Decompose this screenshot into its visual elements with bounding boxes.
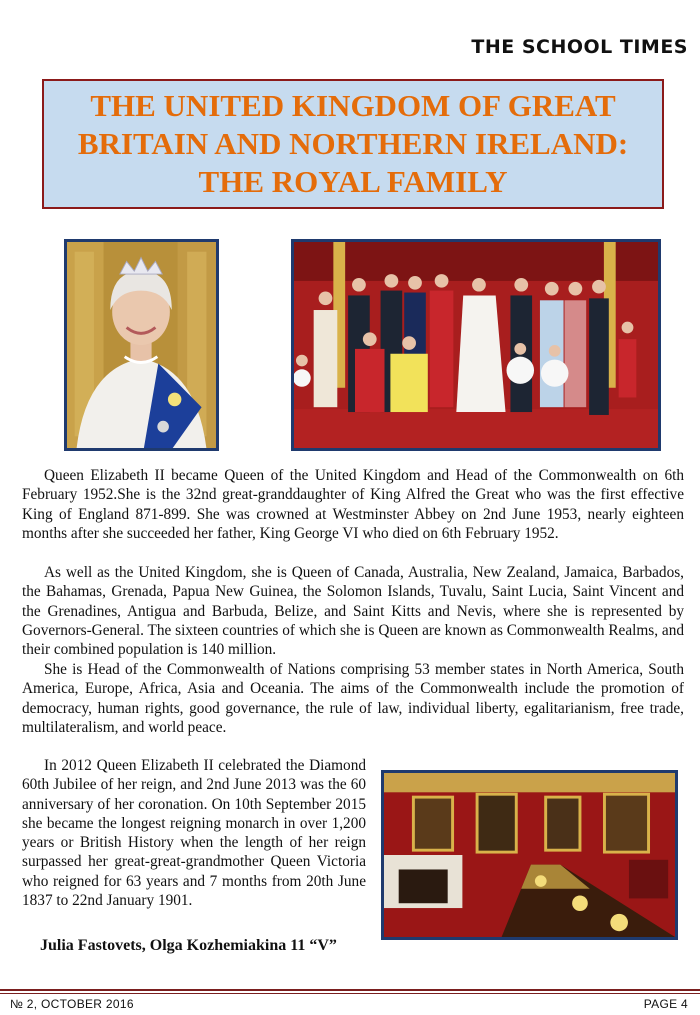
- paragraph-1: Queen Elizabeth II became Queen of the United Kingdom and Head of the Commonwealth on 6th February 1952.She is the 32nd great-granddaughter of King Alfred the Great who was the first effective King of England 871-899. She was crowned at Westminster Abbey on 2nd June 1953, nearly eighteen months after she succeeded her father, King George VI who died on 6th February 1952.: [22, 467, 684, 542]
- author-signature: Julia Fastovets, Olga Kozhemiakina 11 “V”: [40, 937, 337, 954]
- palace-interior-photo: [381, 770, 678, 940]
- paragraph-4: In 2012 Queen Elizabeth II celebrated the Diamond 60th Jubilee of her reign, and 2nd June 2013 was the 60 anniversary of her coronation. On 10th September 2015 she became the longest reigning monarch in over 1,200 years or British History when the length of her reign surpassed her great-great-grandmother Queen Victoria who reigned for 63 years and 7 months from 20th June 1837 to 22nd January 1901.: [22, 757, 366, 910]
- royal-family-photo: [291, 239, 661, 451]
- headline-line-2: BRITAIN AND NORTHERN IRELAND:: [77, 126, 629, 161]
- masthead: THE SCHOOL TIMES: [471, 36, 688, 58]
- footer-rule-thin: [0, 993, 700, 994]
- page-number: PAGE 4: [643, 997, 688, 1011]
- footer-rule: [0, 989, 700, 991]
- issue-number: № 2, OCTOBER 2016: [10, 997, 134, 1011]
- headline-line-3: THE ROYAL FAMILY: [198, 164, 508, 199]
- queen-portrait-photo: [64, 239, 219, 451]
- headline-line-1: THE UNITED KINGDOM OF GREAT: [90, 88, 616, 123]
- paragraph-3: She is Head of the Commonwealth of Nations comprising 53 member states in North America, South America, Europe, Africa, Asia and Oceania. The aims of the Commonwealth include the promotion of democracy, human rights, good governance, the rule of law, individual liberty, egalitarianism, free trade, multilateralism, and world peace.: [22, 661, 684, 736]
- headline-box: [42, 79, 664, 209]
- paragraph-2: As well as the United Kingdom, she is Queen of Canada, Australia, New Zealand, Jamaica, Barbados, the Bahamas, Grenada, Papua New Guinea, the Solomon Islands, Tuvalu, Saint Lucia, Saint Vincent and the Grenadines, Antigua and Barbuda, Belize, and Saint Kitts and Nevis, where she is represented by Governors-General. The sixteen countries of which she is Queen are known as Commonwealth Realms, and their combined population is 140 million.: [22, 564, 684, 659]
